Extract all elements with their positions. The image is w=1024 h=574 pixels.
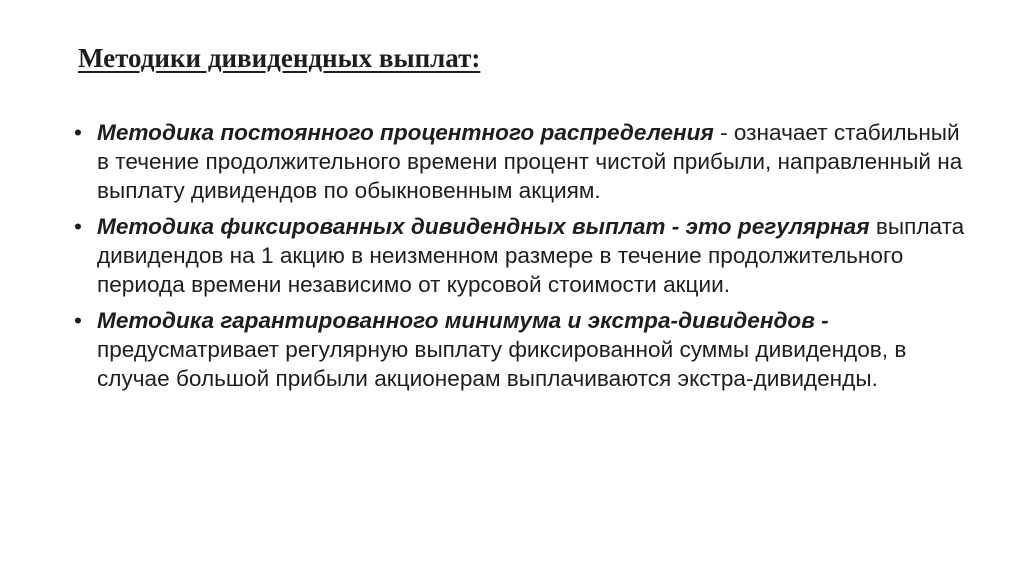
bullet-icon: • bbox=[74, 308, 82, 333]
bullet-term: Методика гарантированного минимума и экстра-дивидендов - bbox=[97, 308, 829, 333]
bullet-text: - означает стабильный в течение продолжительного времени процент чистой прибыли, направленный на выплату дивидендов по обыкновенным акциям. bbox=[97, 120, 963, 203]
bullet-item-fixed-dividends bbox=[74, 212, 974, 299]
bullet-text: предусматривает регулярную выплату фиксированной суммы дивидендов, в случае большой прибыли акционерам выплачиваются экстра-дивиденды. bbox=[97, 337, 907, 391]
bullet-list bbox=[74, 118, 974, 400]
bullet-item-guaranteed-minimum bbox=[74, 306, 974, 393]
bullet-item-constant-percent bbox=[74, 118, 974, 205]
slide-title: Методики дивидендных выплат: bbox=[78, 43, 481, 73]
bullet-text: выплата дивидендов на 1 акцию в неизменном размере в течение продолжительного периода времени независимо от курсовой стоимости акции. bbox=[97, 214, 965, 297]
bullet-term: Методика постоянного процентного распределения bbox=[97, 120, 714, 145]
bullet-icon: • bbox=[74, 214, 82, 239]
bullet-icon: • bbox=[74, 120, 82, 145]
bullet-term: Методика фиксированных дивидендных выплат - это регулярная bbox=[97, 214, 870, 239]
